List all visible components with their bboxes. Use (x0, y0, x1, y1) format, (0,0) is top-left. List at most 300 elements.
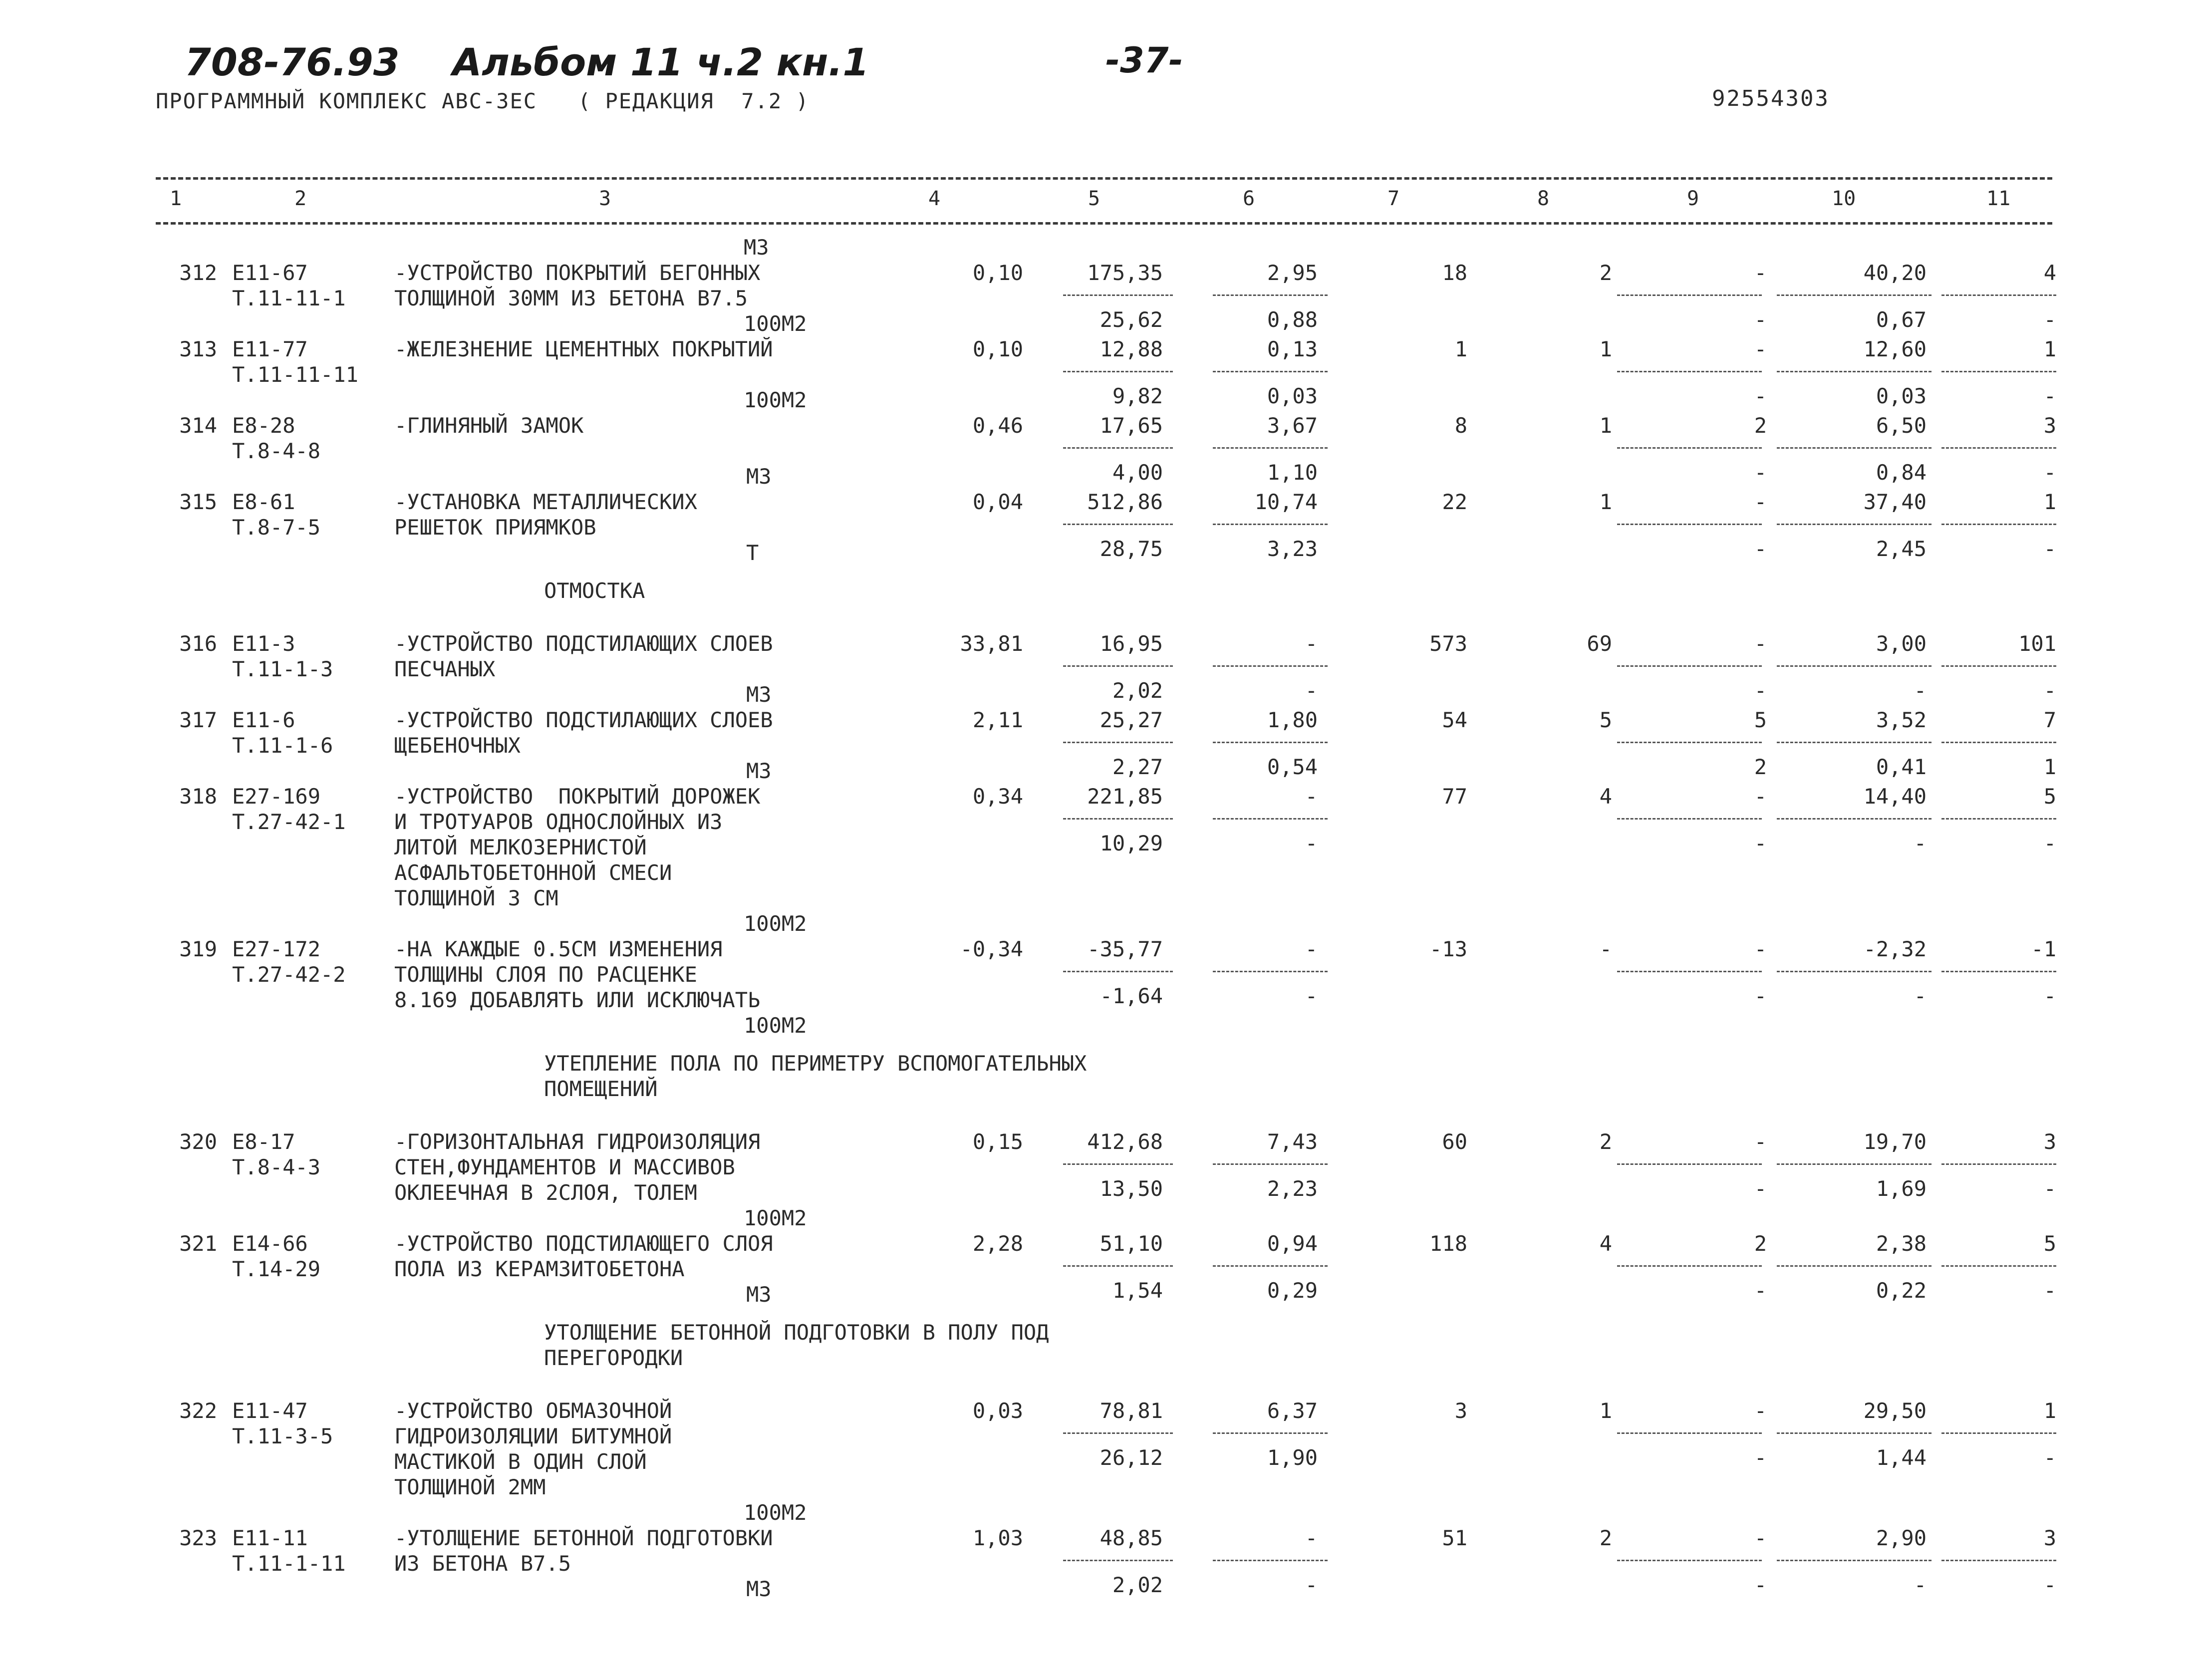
subtotal-rule (1063, 294, 1173, 296)
work-description: -УСТАНОВКА МЕТАЛЛИЧЕСКИХ (394, 490, 697, 514)
value-col-7: 60 (1442, 1129, 1467, 1154)
work-description: СТЕН,ФУНДАМЕНТОВ И МАССИВОВ (394, 1155, 735, 1179)
subtotal-rule (1063, 1163, 1173, 1165)
value-col-5: 12,88 (1100, 337, 1163, 361)
subtotal-rule (1063, 665, 1173, 667)
value-col-6-sub: - (1305, 831, 1318, 855)
section-heading: ПОМЕЩЕНИЙ (544, 1077, 658, 1101)
value-col-10-sub: 2,45 (1876, 537, 1927, 561)
value-col-11: 101 (2018, 631, 2056, 656)
value-col-11-sub: - (2043, 1278, 2056, 1303)
subtotal-rule (1777, 1163, 1932, 1165)
value-col-8: 1 (1599, 1399, 1612, 1423)
value-col-9: - (1754, 337, 1767, 361)
unit-label: М3 (746, 759, 772, 783)
subtotal-rule (1777, 447, 1932, 449)
subtotal-rule (1063, 818, 1173, 820)
subtotal-rule (1777, 294, 1932, 296)
value-col-10: 19,70 (1863, 1129, 1927, 1154)
subtotal-rule (1777, 524, 1932, 525)
value-col-5-sub: 26,12 (1100, 1445, 1163, 1470)
column-header-11: 11 (1986, 187, 2011, 210)
subtotal-rule (1617, 971, 1762, 972)
column-header-8: 8 (1537, 187, 1550, 210)
value-col-6-sub: - (1305, 1573, 1318, 1597)
value-col-4: 0,15 (972, 1129, 1023, 1154)
value-col-11: 3 (2043, 1129, 2056, 1154)
subtotal-rule (1213, 371, 1328, 372)
work-description: 8.169 ДОБАВЛЯТЬ ИЛИ ИСКЛЮЧАТЬ (394, 988, 761, 1012)
value-col-6-sub: 0,03 (1267, 384, 1318, 408)
row-number: 313 (179, 337, 217, 361)
value-col-6: - (1305, 937, 1318, 961)
value-col-6-sub: 0,29 (1267, 1278, 1318, 1303)
price-code: Е14-66 (232, 1231, 308, 1256)
value-col-9-sub: - (1754, 460, 1767, 485)
work-description: ИЗ БЕТОНА В7.5 (394, 1551, 571, 1576)
value-col-5: 16,95 (1100, 631, 1163, 656)
value-col-5: 25,27 (1100, 708, 1163, 732)
value-col-10-sub: 1,44 (1876, 1445, 1927, 1470)
table-ref: Т.11-11-1 (232, 286, 346, 310)
value-col-5-sub: 10,29 (1100, 831, 1163, 855)
value-col-11-sub: - (2043, 537, 2056, 561)
unit-label: 100М2 (744, 1500, 807, 1525)
value-col-6: - (1305, 784, 1318, 809)
unit-label: Т (746, 541, 759, 565)
value-col-8: 2 (1599, 1129, 1612, 1154)
value-col-7: 573 (1429, 631, 1467, 656)
subtotal-rule (1617, 1265, 1762, 1267)
subtotal-rule (1063, 1560, 1173, 1561)
work-description: -НА КАЖДЫЕ 0.5СМ ИЗМЕНЕНИЯ (394, 937, 723, 961)
column-header-9: 9 (1687, 187, 1699, 210)
value-col-7: 8 (1454, 413, 1467, 438)
value-col-10-sub: - (1914, 1573, 1927, 1597)
subtotal-rule (1213, 1560, 1328, 1561)
value-col-5: 412,68 (1087, 1129, 1163, 1154)
table-ref: Т.8-4-8 (232, 439, 321, 463)
value-col-6: 7,43 (1267, 1129, 1318, 1154)
column-header-2: 2 (294, 187, 307, 210)
value-col-5: 78,81 (1100, 1399, 1163, 1423)
row-number: 318 (179, 784, 217, 809)
header-rule-bottom (156, 222, 2052, 225)
value-col-6: 6,37 (1267, 1399, 1318, 1423)
value-col-4: 2,11 (972, 708, 1023, 732)
value-col-7: 22 (1442, 490, 1467, 514)
value-col-9-sub: - (1754, 1278, 1767, 1303)
unit-label: М3 (746, 1282, 772, 1307)
doc-code: 708-76.93 (185, 40, 400, 84)
header-rule-top (156, 177, 2052, 180)
table-ref: Т.11-1-3 (232, 657, 333, 681)
subtotal-rule (1777, 665, 1932, 667)
value-col-9-sub: 2 (1754, 755, 1767, 779)
value-col-11: 5 (2043, 784, 2056, 809)
section-heading: УТОЛЩЕНИЕ БЕТОННОЙ ПОДГОТОВКИ В ПОЛУ ПОД (544, 1320, 1049, 1345)
work-description: ПОЛА ИЗ КЕРАМЗИТОБЕТОНА (394, 1257, 685, 1281)
value-col-9-sub: - (1754, 678, 1767, 703)
value-col-8: 2 (1599, 1526, 1612, 1550)
price-code: Е8-17 (232, 1129, 295, 1154)
value-col-11-sub: - (2043, 1176, 2056, 1201)
subtotal-rule (1617, 294, 1762, 296)
value-col-7: 54 (1442, 708, 1467, 732)
value-col-6: - (1305, 1526, 1318, 1550)
value-col-11-sub: - (2043, 1445, 2056, 1470)
value-col-10-sub: 0,67 (1876, 307, 1927, 332)
value-col-7: 1 (1454, 337, 1467, 361)
work-description: -УСТРОЙСТВО ОБМАЗОЧНОЙ (394, 1399, 672, 1423)
value-col-5: 512,86 (1087, 490, 1163, 514)
value-col-5: 221,85 (1087, 784, 1163, 809)
value-col-5-sub: 2,02 (1112, 1573, 1163, 1597)
value-col-8: - (1599, 937, 1612, 961)
value-col-9: - (1754, 1526, 1767, 1550)
value-col-9: 2 (1754, 413, 1767, 438)
subtotal-rule (1063, 371, 1173, 372)
row-number: 322 (179, 1399, 217, 1423)
work-description: ТОЛЩИНЫ СЛОЯ ПО РАСЦЕНКЕ (394, 962, 697, 987)
album-title (185, 40, 869, 84)
table-ref: Т.11-1-11 (232, 1551, 346, 1576)
unit-label: 100М2 (744, 911, 807, 936)
subtotal-rule (1617, 1163, 1762, 1165)
subtotal-rule (1941, 524, 2056, 525)
value-col-10: 12,60 (1863, 337, 1927, 361)
value-col-10-sub: 0,84 (1876, 460, 1927, 485)
subtotal-rule (1063, 447, 1173, 449)
column-header-4: 4 (928, 187, 941, 210)
work-description: МАСТИКОЙ В ОДИН СЛОЙ (394, 1449, 647, 1474)
work-description: ПЕСЧАНЫХ (394, 657, 496, 681)
value-col-4: -0,34 (960, 937, 1023, 961)
subtotal-rule (1777, 971, 1932, 972)
value-col-11-sub: - (2043, 678, 2056, 703)
subtotal-rule (1941, 971, 2056, 972)
subtotal-rule (1941, 1432, 2056, 1434)
work-description: -УСТРОЙСТВО ПОДСТИЛАЮЩИХ СЛОЕВ (394, 631, 773, 656)
value-col-10: 3,52 (1876, 708, 1927, 732)
value-col-8: 1 (1599, 490, 1612, 514)
subtotal-rule (1941, 665, 2056, 667)
value-col-10: 37,40 (1863, 490, 1927, 514)
subtotal-rule (1213, 524, 1328, 525)
value-col-10-sub: - (1914, 984, 1927, 1008)
row-number: 312 (179, 261, 217, 285)
subtotal-rule (1777, 818, 1932, 820)
subtotal-rule (1941, 818, 2056, 820)
value-col-10-sub: - (1914, 831, 1927, 855)
subtotal-rule (1617, 524, 1762, 525)
value-col-10: 29,50 (1863, 1399, 1927, 1423)
work-description: -УТОЛЩЕНИЕ БЕТОННОЙ ПОДГОТОВКИ (394, 1526, 773, 1550)
value-col-4: 2,28 (972, 1231, 1023, 1256)
row-number: 317 (179, 708, 217, 732)
subtotal-rule (1777, 1265, 1932, 1267)
value-col-9: 5 (1754, 708, 1767, 732)
value-col-10: 2,90 (1876, 1526, 1927, 1550)
value-col-4: 0,34 (972, 784, 1023, 809)
value-col-5-sub: 25,62 (1100, 307, 1163, 332)
unit-label: М3 (744, 235, 769, 260)
value-col-5-sub: 2,27 (1112, 755, 1163, 779)
value-col-9: - (1754, 490, 1767, 514)
subtotal-rule (1063, 524, 1173, 525)
value-col-8: 2 (1599, 261, 1612, 285)
value-col-11: 1 (2043, 490, 2056, 514)
value-col-9: - (1754, 784, 1767, 809)
value-col-5-sub: 2,02 (1112, 678, 1163, 703)
table-ref: Т.27-42-1 (232, 810, 346, 834)
value-col-9-sub: - (1754, 831, 1767, 855)
unit-label: М3 (746, 1577, 772, 1601)
album-label: Альбом 11 ч.2 кн.1 (452, 40, 869, 84)
value-col-5-sub: -1,64 (1100, 984, 1163, 1008)
value-col-10: 6,50 (1876, 413, 1927, 438)
price-code: Е11-3 (232, 631, 295, 656)
work-description: АСФАЛЬТОБЕТОННОЙ СМЕСИ (394, 860, 672, 885)
unit-label: М3 (746, 464, 772, 489)
work-description: -ГЛИНЯНЫЙ ЗАМОК (394, 413, 584, 438)
value-col-6-sub: - (1305, 984, 1318, 1008)
value-col-6-sub: 3,23 (1267, 537, 1318, 561)
column-header-6: 6 (1243, 187, 1255, 210)
subtotal-rule (1213, 665, 1328, 667)
work-description: ОКЛЕЕЧНАЯ В 2СЛОЯ, ТОЛЕМ (394, 1180, 697, 1205)
value-col-5: -35,77 (1087, 937, 1163, 961)
value-col-7: 118 (1429, 1231, 1467, 1256)
value-col-10: 14,40 (1863, 784, 1927, 809)
value-col-10-sub: 1,69 (1876, 1176, 1927, 1201)
subtotal-rule (1617, 665, 1762, 667)
value-col-11: 1 (2043, 1399, 2056, 1423)
price-code: Е27-172 (232, 937, 321, 961)
value-col-5: 175,35 (1087, 261, 1163, 285)
value-col-7: -13 (1429, 937, 1467, 961)
subtotal-rule (1941, 1560, 2056, 1561)
subtotal-rule (1777, 1560, 1932, 1561)
value-col-6: 0,94 (1267, 1231, 1318, 1256)
value-col-10-sub: 0,22 (1876, 1278, 1927, 1303)
table-ref: Т.27-42-2 (232, 962, 346, 987)
price-code: Е11-67 (232, 261, 308, 285)
column-header-5: 5 (1088, 187, 1101, 210)
value-col-7: 77 (1442, 784, 1467, 809)
row-number: 314 (179, 413, 217, 438)
value-col-11: 5 (2043, 1231, 2056, 1256)
subtotal-rule (1617, 447, 1762, 449)
value-col-6-sub: 1,90 (1267, 1445, 1318, 1470)
subtotal-rule (1213, 818, 1328, 820)
value-col-11: -1 (2031, 937, 2056, 961)
value-col-9: - (1754, 1129, 1767, 1154)
work-description: ЩЕБЕНОЧНЫХ (394, 733, 521, 758)
subtotal-rule (1213, 971, 1328, 972)
subtotal-rule (1063, 1265, 1173, 1267)
subtotal-rule (1617, 1432, 1762, 1434)
value-col-7: 51 (1442, 1526, 1467, 1550)
subtotal-rule (1777, 742, 1932, 743)
value-col-7: 18 (1442, 261, 1467, 285)
value-col-11-sub: - (2043, 831, 2056, 855)
value-col-8: 5 (1599, 708, 1612, 732)
subtotal-rule (1941, 447, 2056, 449)
value-col-6-sub: 2,23 (1267, 1176, 1318, 1201)
unit-label: М3 (746, 682, 772, 707)
subtotal-rule (1617, 371, 1762, 372)
value-col-9-sub: - (1754, 384, 1767, 408)
value-col-5-sub: 9,82 (1112, 384, 1163, 408)
value-col-9: 2 (1754, 1231, 1767, 1256)
work-description: ЛИТОЙ МЕЛКОЗЕРНИСТОЙ (394, 835, 647, 859)
subtotal-rule (1213, 1265, 1328, 1267)
subtotal-rule (1213, 742, 1328, 743)
value-col-6: 3,67 (1267, 413, 1318, 438)
column-header-1: 1 (170, 187, 182, 210)
subtotal-rule (1617, 742, 1762, 743)
value-col-10: -2,32 (1863, 937, 1927, 961)
subtotal-rule (1063, 742, 1173, 743)
unit-label: 100М2 (744, 311, 807, 336)
unit-label: 100М2 (744, 1013, 807, 1038)
value-col-6: 0,13 (1267, 337, 1318, 361)
subtotal-rule (1213, 1432, 1328, 1434)
value-col-9: - (1754, 1399, 1767, 1423)
value-col-5: 17,65 (1100, 413, 1163, 438)
value-col-4: 0,10 (972, 337, 1023, 361)
value-col-11-sub: 1 (2043, 755, 2056, 779)
row-number: 321 (179, 1231, 217, 1256)
table-ref: Т.14-29 (232, 1257, 321, 1281)
program-line: ПРОГРАММНЫЙ КОМПЛЕКС АВС-3ЕС ( РЕДАКЦИЯ 7.2 ) (156, 89, 810, 113)
subtotal-rule (1617, 818, 1762, 820)
value-col-5-sub: 28,75 (1100, 537, 1163, 561)
value-col-9-sub: - (1754, 1573, 1767, 1597)
price-code: Е11-47 (232, 1399, 308, 1423)
unit-label: 100М2 (744, 1206, 807, 1230)
value-col-6-sub: 0,88 (1267, 307, 1318, 332)
value-col-10: 40,20 (1863, 261, 1927, 285)
value-col-9: - (1754, 631, 1767, 656)
value-col-6: - (1305, 631, 1318, 656)
subtotal-rule (1063, 1432, 1173, 1434)
row-number: 320 (179, 1129, 217, 1154)
price-code: Е11-77 (232, 337, 308, 361)
value-col-9: - (1754, 937, 1767, 961)
value-col-9-sub: - (1754, 537, 1767, 561)
value-col-4: 33,81 (960, 631, 1023, 656)
value-col-11: 4 (2043, 261, 2056, 285)
row-number: 316 (179, 631, 217, 656)
value-col-9-sub: - (1754, 1445, 1767, 1470)
value-col-7: 3 (1454, 1399, 1467, 1423)
value-col-10: 3,00 (1876, 631, 1927, 656)
value-col-4: 0,10 (972, 261, 1023, 285)
value-col-4: 0,46 (972, 413, 1023, 438)
work-description: ТОЛЩИНОЙ 30ММ ИЗ БЕТОНА В7.5 (394, 286, 748, 310)
subtotal-rule (1941, 1265, 2056, 1267)
subtotal-rule (1777, 1432, 1932, 1434)
table-ref: Т.8-4-3 (232, 1155, 321, 1179)
price-code: Е27-169 (232, 784, 321, 809)
work-description: ТОЛЩИНОЙ 2ММ (394, 1475, 546, 1499)
subtotal-rule (1063, 971, 1173, 972)
subtotal-rule (1941, 1163, 2056, 1165)
row-number: 319 (179, 937, 217, 961)
column-header-10: 10 (1832, 187, 1856, 210)
value-col-11-sub: - (2043, 460, 2056, 485)
subtotal-rule (1941, 742, 2056, 743)
value-col-9-sub: - (1754, 984, 1767, 1008)
value-col-6: 10,74 (1254, 490, 1318, 514)
row-number: 315 (179, 490, 217, 514)
value-col-10-sub: 0,03 (1876, 384, 1927, 408)
column-header-3: 3 (599, 187, 611, 210)
value-col-8: 4 (1599, 1231, 1612, 1256)
serial-number: 92554303 (1712, 86, 1830, 111)
value-col-5-sub: 4,00 (1112, 460, 1163, 485)
value-col-11-sub: - (2043, 1573, 2056, 1597)
value-col-11: 1 (2043, 337, 2056, 361)
unit-label: 100М2 (744, 388, 807, 412)
work-description: ГИДРОИЗОЛЯЦИИ БИТУМНОЙ (394, 1424, 672, 1448)
work-description: -ГОРИЗОНТАЛЬНАЯ ГИДРОИЗОЛЯЦИЯ (394, 1129, 761, 1154)
subtotal-rule (1213, 294, 1328, 296)
subtotal-rule (1213, 447, 1328, 449)
value-col-8: 1 (1599, 413, 1612, 438)
value-col-6-sub: - (1305, 678, 1318, 703)
value-col-5: 51,10 (1100, 1231, 1163, 1256)
work-description: -УСТРОЙСТВО ПОДСТИЛАЮЩИХ СЛОЕВ (394, 708, 773, 732)
value-col-11-sub: - (2043, 307, 2056, 332)
table-ref: Т.11-3-5 (232, 1424, 333, 1448)
price-code: Е8-61 (232, 490, 295, 514)
value-col-4: 0,03 (972, 1399, 1023, 1423)
section-heading: ОТМОСТКА (544, 578, 645, 603)
value-col-5-sub: 1,54 (1112, 1278, 1163, 1303)
value-col-11-sub: - (2043, 984, 2056, 1008)
work-description: -УСТРОЙСТВО ПОДСТИЛАЮЩЕГО СЛОЯ (394, 1231, 773, 1256)
value-col-9: - (1754, 261, 1767, 285)
value-col-11-sub: - (2043, 384, 2056, 408)
work-description: ТОЛЩИНОЙ 3 СМ (394, 886, 558, 910)
price-code: Е11-11 (232, 1526, 308, 1550)
value-col-4: 1,03 (972, 1526, 1023, 1550)
value-col-10-sub: 0,41 (1876, 755, 1927, 779)
page-number: -37- (1105, 40, 1183, 81)
value-col-8: 4 (1599, 784, 1612, 809)
value-col-5: 48,85 (1100, 1526, 1163, 1550)
price-code: Е8-28 (232, 413, 295, 438)
work-description: -УСТРОЙСТВО ПОКРЫТИЙ ДОРОЖЕК (394, 784, 761, 809)
value-col-10: 2,38 (1876, 1231, 1927, 1256)
value-col-11: 7 (2043, 708, 2056, 732)
value-col-10-sub: - (1914, 678, 1927, 703)
section-heading: ПЕРЕГОРОДКИ (544, 1346, 683, 1370)
value-col-11: 3 (2043, 1526, 2056, 1550)
value-col-6-sub: 1,10 (1267, 460, 1318, 485)
section-heading: УТЕПЛЕНИЕ ПОЛА ПО ПЕРИМЕТРУ ВСПОМОГАТЕЛЬНЫХ (544, 1051, 1087, 1076)
row-number: 323 (179, 1526, 217, 1550)
work-description: И ТРОТУАРОВ ОДНОСЛОЙНЫХ ИЗ (394, 810, 723, 834)
value-col-6: 1,80 (1267, 708, 1318, 732)
work-description: -УСТРОЙСТВО ПОКРЫТИЙ БЕГОННЫХ (394, 261, 761, 285)
value-col-11: 3 (2043, 413, 2056, 438)
column-header-7: 7 (1387, 187, 1400, 210)
value-col-6: 2,95 (1267, 261, 1318, 285)
